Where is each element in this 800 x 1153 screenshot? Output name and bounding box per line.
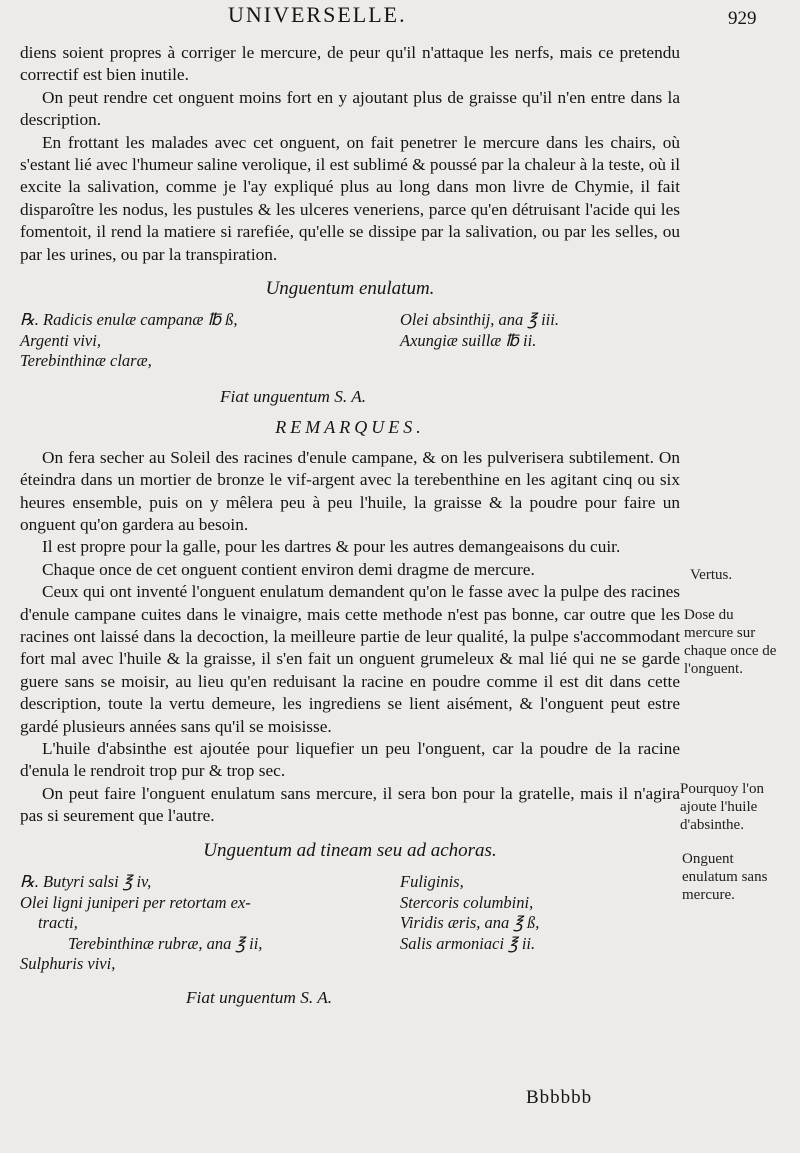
page-header: [0, 2, 800, 34]
recipe-instruction: Fiat unguentum S. A.: [220, 386, 367, 406]
ingredient: Stercoris columbini,: [400, 892, 534, 912]
running-title: UNIVERSELLE.: [228, 2, 407, 27]
ingredients-left: [20, 872, 390, 975]
ingredient: Sulphuris vivi,: [20, 954, 116, 974]
ingredients-left: [20, 310, 390, 372]
paragraph: On peut faire l'onguent enulatum sans mercure, il sera bon pour la gratelle, mais il n'agira pas si seurement que l'autre.: [20, 783, 680, 826]
margin-note-pourquoy: Pourquoy l'on ajoute l'huile d'absinthe.: [680, 781, 764, 833]
margin-note-vertus: Vertus.: [690, 567, 733, 583]
ingredient: ℞. Butyri salsi ℥ iv,: [20, 872, 152, 892]
ingredients-right: [400, 310, 680, 372]
ingredient: Viridis æris, ana ℥ ß,: [400, 913, 540, 933]
ingredient: Argenti vivi,: [20, 330, 101, 350]
ingredient: Fuliginis,: [400, 872, 464, 892]
paragraph: On peut rendre cet onguent moins fort en y ajoutant plus de graisse qu'il n'en entre dans la description.: [20, 87, 680, 130]
paragraph: En frottant les malades avec cet onguent, on fait penetrer le mercure dans les chairs, où s'estant lié avec l'humeur saline verolique, il est sublimé & poussé par la chaleur à la teste, où il excite la salivation, comme je l'ay expliqué plus au long dans mon livre de Chymie, il fait disparoître les nodus, les pustules & les ulceres veneriens, parce qu'en détruisant l'acide qui les fomentoit, il rend la matiere si rarefiée, qu'elle se dissipe par la salivation, ou par les selles, ou par les urines, ou par la transpiration.: [20, 132, 680, 264]
recipe-ingredients: [20, 310, 680, 372]
recipe-title: Unguentum enulatum.: [265, 278, 435, 300]
recipe-instruction: Fiat unguentum S. A.: [186, 987, 333, 1007]
paragraph: On fera secher au Soleil des racines d'enule campane, & on les pulverisera subtilement. On éteindra dans un mortier de bronze le vif-argent avec la terebenthine en les agitant cinq ou six heures ensemble, puis on y mêlera peu à peu l'huile, la graisse & la poudre pour faire un onguent qu'on gardera au besoin.: [20, 447, 680, 534]
ingredient: tracti,: [38, 913, 78, 933]
ingredient: Olei ligni juniperi per retortam ex-: [20, 892, 251, 912]
ingredient: Salis armoniaci ℥ ii.: [400, 933, 536, 953]
page-number: 929: [728, 8, 757, 29]
paragraph: L'huile d'absinthe est ajoutée pour liquefier un peu l'onguent, car la poudre de la racine d'enula le rendroit trop pur & trop sec.: [20, 739, 680, 781]
recipe-ingredients: [20, 872, 680, 975]
margin-note-dose: Dose du mercure sur chaque once de l'onguent.: [684, 607, 777, 677]
ingredients-right: [400, 872, 680, 975]
paragraph-continued: diens soient propres à corriger le mercure, de peur qu'il n'attaque les nerfs, mais ce pretendu correctif est bien inutile.: [20, 43, 680, 85]
recipe-title: Unguentum ad tineam seu ad achoras.: [203, 839, 497, 861]
ingredient: ℞. Radicis enulæ campanæ ℔ ß,: [20, 310, 238, 330]
paragraph: Chaque once de cet onguent contient environ demi dragme de mercure.: [42, 559, 535, 579]
ingredient: Axungiæ suillæ ℔ ii.: [400, 330, 537, 350]
section-title: REMARQUES.: [275, 417, 425, 438]
ingredient: Olei absinthij, ana ℥ iii.: [400, 310, 559, 330]
ingredient: Terebinthinæ claræ,: [20, 351, 152, 371]
paragraph: Il est propre pour la galle, pour les dartres & pour les autres demangeaisons du cuir.: [42, 537, 621, 557]
ingredient: Terebinthinæ rubræ, ana ℥ ii,: [68, 933, 263, 953]
margin-note-sans-mercure: Onguent enulatum sans mercure.: [682, 851, 768, 903]
main-text-column: [20, 42, 680, 1009]
signature-mark: Bbbbbb: [526, 1087, 593, 1108]
paragraph: Ceux qui ont inventé l'onguent enulatum demandent qu'on le fasse avec la pulpe des racines d'enule campane cuites dans le vinaigre, mais cette methode n'est pas bonne, car outre que les racines ont laissé dans la decoction, la meilleure partie de leur qualité, la pulpe s'accommodant fort mal avec l'huile & la graisse, il s'en fait un onguent grumeleux & mal lié qui ne se garde guere sans se moisir, au lieu qu'en reduisant la racine en poudre comme il est dit dans cette description, toute la vertu demeure, les ingrediens se lient aisément, & l'onguent peut estre gardé plusieurs années sans qu'il se moisisse.: [20, 582, 680, 736]
